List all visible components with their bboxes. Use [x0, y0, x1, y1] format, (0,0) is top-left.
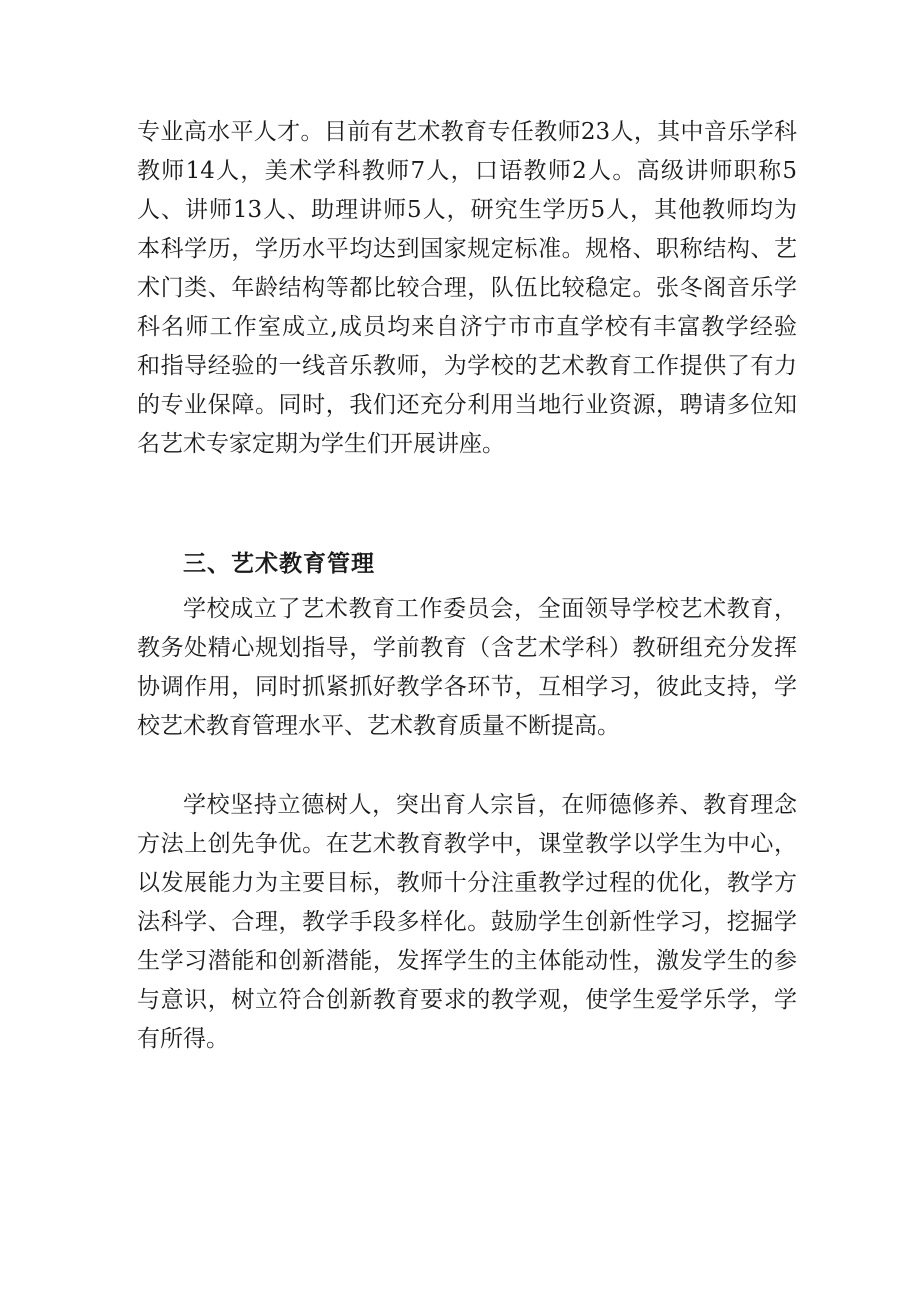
paragraph-line: 生学习潜能和创新潜能，发挥学生的主体能动性，激发学生的参: [137, 948, 797, 974]
paragraph-line: 法科学、合理，教学手段多样化。鼓励学生创新性学习，挖掘学: [137, 909, 797, 935]
paragraph-line: 本科学历，学历水平均达到国家规定标准。规格、职称结构、艺: [137, 236, 797, 262]
paragraph-line: 协调作用，同时抓紧抓好教学各环节，互相学习，彼此支持，学: [137, 674, 797, 700]
paragraph-line: 术门类、年龄结构等都比较合理，队伍比较稳定。张冬阁音乐学: [137, 275, 797, 301]
paragraph-line: 有所得。: [137, 1026, 229, 1052]
paragraph-line: 以发展能力为主要目标，教师十分注重教学过程的优化，教学方: [137, 870, 797, 896]
paragraph-line: 科名师工作室成立,成员均来自济宁市市直学校有丰富教学经验: [137, 314, 797, 340]
paragraph-line: 教务处精心规划指导，学前教育（含艺术学科）教研组充分发挥: [137, 635, 797, 661]
paragraph-line: 专业高水平人才。目前有艺术教育专任教师23人，其中音乐学科: [137, 119, 797, 145]
section-heading: [137, 545, 797, 584]
paragraph-line: 学校坚持立德树人，突出育人宗旨，在师德修养、教育理念: [183, 792, 797, 818]
paragraph-management: [137, 590, 797, 746]
paragraph-line: 校艺术教育管理水平、艺术教育质量不断提高。: [137, 713, 620, 739]
paragraph-line: 和指导经验的一线音乐教师，为学校的艺术教育工作提供了有力: [137, 353, 797, 379]
section-heading-text: 三、艺术教育管理: [183, 551, 375, 577]
paragraph-line: 的专业保障。同时，我们还充分利用当地行业资源，聘请多位知: [137, 392, 797, 418]
paragraph-teaching: [137, 786, 797, 1059]
paragraph-line: 方法上创先争优。在艺术教育教学中，课堂教学以学生为中心，: [137, 831, 797, 857]
paragraph-teachers: [137, 113, 797, 464]
paragraph-line: 名艺术专家定期为学生们开展讲座。: [137, 431, 505, 457]
paragraph-line: 学校成立了艺术教育工作委员会，全面领导学校艺术教育，: [183, 596, 797, 622]
paragraph-line: 与意识，树立符合创新教育要求的教学观，使学生爱学乐学，学: [137, 987, 797, 1013]
paragraph-line: 人、讲师13人、助理讲师5人，研究生学历5人，其他教师均为: [137, 197, 797, 223]
paragraph-line: 教师14人，美术学科教师7人，口语教师2人。高级讲师职称5: [137, 158, 797, 184]
